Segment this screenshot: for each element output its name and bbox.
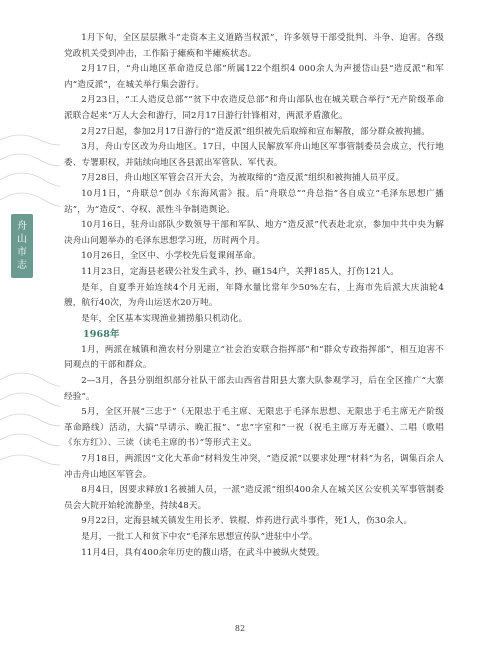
- sidebar-title-char: 市: [17, 247, 27, 258]
- sidebar-title-char: 山: [17, 234, 27, 245]
- chronicle-entry: 是年，全区基本实现渔业捕捞船只机动化。: [81, 313, 248, 324]
- chronicle-entry: 3月，舟山专区改为舟山地区。17日，中国人民解放军舟山地区军事管制委员会成立，代行地委、专署职权，并陆续向地区各县派出军管队、军代表。: [64, 142, 444, 168]
- chronicle-entry: 2—3月，各县分别组织部分社队干部去山西省昔阳县大寨大队参观学习，后在全区推广“大寨经验”。: [64, 376, 444, 402]
- chronicle-entry: 是月，一批工人和贫下中农“毛泽东思想宣传队”进驻中小学。: [81, 532, 318, 542]
- chronicle-content: [64, 31, 444, 561]
- sidebar-title-char: 舟: [17, 221, 27, 232]
- chronicle-entry: 11月4日，具有400余年历史的馥山塔，在武斗中被纵火焚毁。: [81, 547, 325, 558]
- decorative-wave-pattern: [0, 130, 60, 470]
- chronicle-entry: 2月27日起，参加2月17日游行的“造反派”组织被先后取缔和宣布解散，部分群众被拘捕。: [81, 126, 431, 137]
- chronicle-entry: 1月下旬，全区层层揪斗“走资本主义道路当权派”，许多领导干部受批判、斗争、迫害。各级党政机关受到冲击，工作陷于瘫痪和半瘫痪状态。: [64, 33, 444, 59]
- page-number: 82: [234, 624, 246, 633]
- chronicle-entry: 2月17日，“舟山地区革命造反总部”所属122个组织4 000余人为声援岱山县“造反派”和军内“造反派”，在城关举行集会游行。: [64, 64, 444, 90]
- chronicle-entry: 7月28日，舟山地区军管会召开大会，为被取缔的“造反派”组织和被拘捕人员平反。: [81, 173, 405, 184]
- chronicle-entry: 1月，两派在城镇和渔农村分别建立“社会治安联合指挥部”和“群众专政指挥部”，相互迫害不同观点的干部和群众。: [64, 344, 444, 371]
- chronicle-entry: 10月26日，全区中、小学校先后复课闹革命。: [81, 251, 262, 262]
- chronicle-entry: 10月16日，驻舟山部队少数领导干部和军队、地方“造反派”代表赴北京，参加中共中央为解决舟山问题举办的毛泽东思想学习班，历时两个月。: [64, 220, 444, 246]
- chronicle-entry: 是年，自夏季开始连续4个月无雨，年降水量比常年少50%左右，上海市先后派大庆油轮4艘，航行40次，为舟山运送水20万吨。: [64, 282, 444, 309]
- year-heading: 1968年: [83, 329, 120, 341]
- chronicle-entry: 10月1日，“舟联总”创办《东海风雷》报。后“舟联总”“舟总指”各自成立“毛泽东思想广播站”，为“造反”、夺权、派性斗争制造舆论。: [64, 188, 444, 215]
- sidebar-book-title: [11, 214, 33, 278]
- chronicle-entry: 9月22日，定海县城关镇发生用长矛、铁棍、炸药进行武斗事件，死1人，伤30余人。: [81, 516, 413, 527]
- sidebar-title-char: 志: [17, 260, 27, 271]
- chronicle-entry: 2月23日，“工人造反总部”“贫下中农造反总部”和舟山部队也在城关联合举行“无产阶级革命派联合起来”万人大会和游行，同2月17日游行针锋相对，两派矛盾激化。: [64, 95, 444, 121]
- chronicle-entry: 5月，全区开展“三忠于”（无限忠于毛主席、无限忠于毛泽东思想、无限忠于毛主席无产阶级革命路线）活动，大搞“早请示、晚汇报”、“忠”字室和“一祝（祝毛主席万寿无疆）、二唱（歌唱《东方红》）、三读（读毛主席的书）”等形式主义。: [64, 407, 444, 449]
- chronicle-entry: 8月4日，因要求释放1名被捕人员，一派“造反派”组织400余人在城关区公安机关军事管制委员会大院开始轮流静坐，持续48天。: [64, 485, 444, 511]
- chronicle-entry: 7月18日，两派因“文化大革命”材料发生冲突，“造反派”以要求处理“材料”为名，调集百余人冲击舟山地区军管会。: [64, 454, 444, 480]
- chronicle-entry: 11月23日，定海县老碶公社发生武斗，抄、砸154户，关押185人，打伤121人。: [81, 266, 400, 277]
